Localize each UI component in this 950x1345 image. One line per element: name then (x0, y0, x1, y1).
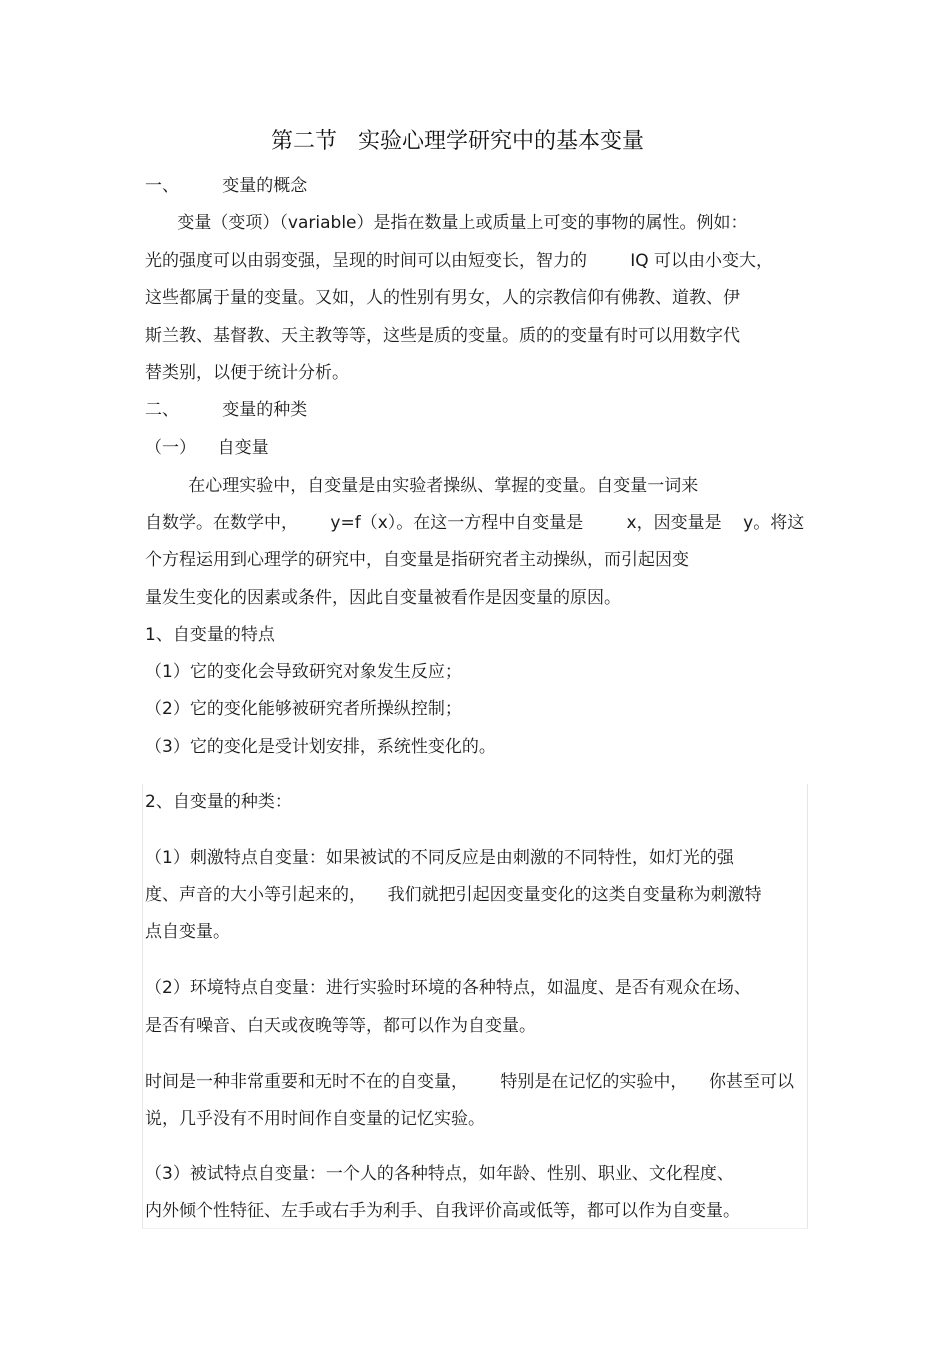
paragraph-line: 时间是一种非常重要和无时不在的自变量， 特别是在记忆的实验中， 你甚至可以 (145, 1072, 795, 1092)
paragraph-line: 光的强度可以由弱变强，呈现的时间可以由短变长，智力的 IQ 可以由小变大， (145, 251, 774, 271)
heading-types: 二、 变量的种类 (145, 400, 308, 420)
paragraph-line: 说，几乎没有不用时间作自变量的记忆实验。 (145, 1109, 485, 1129)
paragraph-line: 这些都属于量的变量。又如，人的性别有男女，人的宗教信仰有佛教、道教、伊 (145, 288, 740, 308)
subheading-features: 1、自变量的特点 (145, 625, 275, 645)
paragraph-line: 斯兰教、基督教、天主教等等，这些是质的变量。质的的变量有时可以用数字代 (145, 326, 740, 346)
paragraph-line: 个方程运用到心理学的研究中，自变量是指研究者主动操纵，而引起因变 (145, 550, 689, 570)
subheading-independent-variable: （一） 自变量 (145, 438, 269, 458)
paragraph-line: （3）被试特点自变量：一个人的各种特点，如年龄、性别、职业、文化程度、 (145, 1164, 734, 1184)
paragraph-line: 度、声音的大小等引起来的， 我们就把引起因变量变化的这类自变量称为刺激特 (145, 885, 762, 905)
paragraph-line: 量发生变化的因素或条件，因此自变量被看作是因变量的原因。 (145, 588, 621, 608)
paragraph-line: 替类别，以便于统计分析。 (145, 363, 349, 383)
paragraph-line: 自数学。在数学中， y=f（x）。在这一方程中自变量是 x，因变量是 y。将这 (145, 513, 805, 533)
paragraph-line: 是否有噪音、白天或夜晚等等，都可以作为自变量。 (145, 1016, 536, 1036)
subheading-kinds: 2、自变量的种类： (145, 792, 292, 812)
list-item: （2）它的变化能够被研究者所操纵控制； (145, 699, 462, 719)
paragraph-line: 变量（变项）（variable）是指在数量上或质量上可变的事物的属性。例如： (145, 213, 748, 233)
list-item: （3）它的变化是受计划安排，系统性变化的。 (145, 737, 496, 757)
paragraph-line: 内外倾个性特征、左手或右手为利手、自我评价高或低等，都可以作为自变量。 (145, 1201, 740, 1221)
list-item: （1）它的变化会导致研究对象发生反应； (145, 662, 462, 682)
page-title: 第二节 实验心理学研究中的基本变量 (271, 129, 644, 154)
paragraph-line: 点自变量。 (145, 922, 230, 942)
heading-concept: 一、 变量的概念 (145, 176, 308, 196)
paragraph-line: （2）环境特点自变量：进行实验时环境的各种特点，如温度、是否有观众在场、 (145, 978, 751, 998)
paragraph-line: 在心理实验中，自变量是由实验者操纵、掌握的变量。自变量一词来 (145, 476, 699, 496)
paragraph-line: （1）刺激特点自变量：如果被试的不同反应是由刺激的不同特性，如灯光的强 (145, 848, 734, 868)
